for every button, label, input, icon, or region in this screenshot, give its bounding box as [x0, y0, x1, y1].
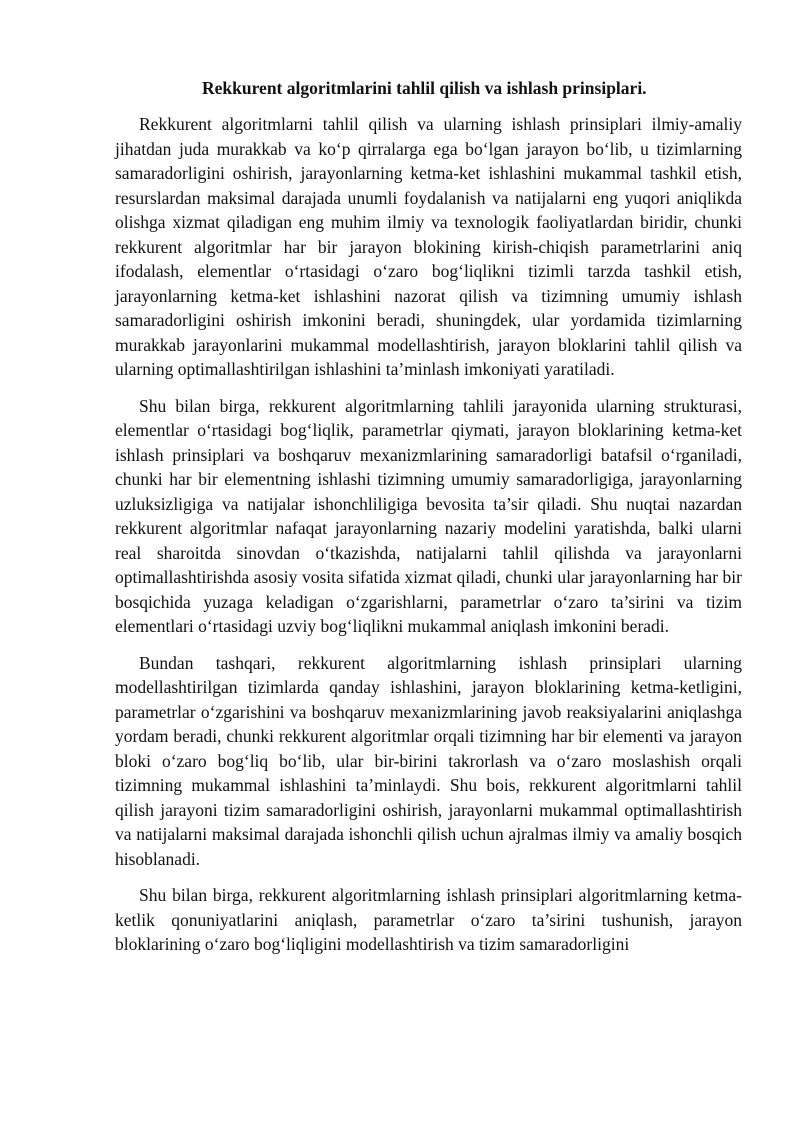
document-body [115, 76, 742, 969]
paragraph-2: Shu bilan birga, rekkurent algoritmlarning tahlili jarayonida ularning strukturasi, elementlar o‘rtasidagi bog‘liqlik, parametrlar qiymati, jarayon bloklarining ketma-ket ishlash prinsiplari va boshqaruv mexanizmlarining samaradorligi batafsil o‘rganiladi, chunki har bir elementning ishlashi tizimning umumiy samaradorligiga, jarayonlarning uzluksizligiga va natijalar ishonchliligiga bevosita ta’sir qiladi. Shu nuqtai nazardan rekkurent algoritmlar nafaqat jarayonlarning nazariy modelini yaratishda, balki ularni real sharoitda sinovdan o‘tkazishda, natijalarni tahlil qilishda va jarayonlarni optimallashtirishda asosiy vosita sifatida xizmat qiladi, chunki ular jarayonlarning har bir bosqichida yuzaga keladigan o‘zgarishlarni, parametrlar o‘zaro ta’sirini va tizim elementlari o‘rtasidagi uzviy bog‘liqlikni mukammal aniqlash imkonini beradi. [115, 395, 742, 636]
paragraph-3: Bundan tashqari, rekkurent algoritmlarning ishlash prinsiplari ularning modellashtirilgan tizimlarda qanday ishlashini, jarayon bloklarining ketma-ketligini, parametrlar o‘zgarishini va boshqaruv mexanizmlarining javob reaksiyalarini aniqlashga yordam beradi, chunki rekkurent algoritmlar orqali tizimning har bir elementi va jarayon bloki o‘zaro bog‘liq bo‘lib, ular bir-birini takrorlash va o‘zaro moslashish orqali tizimning mukammal ishlashini ta’minlaydi. Shu bois, rekkurent algoritmlarni tahlil qilish jarayoni tizim samaradorligini oshirish, jarayonlarni mukammal optimallashtirish va natijalarni maksimal darajada ishonchli qilish uchun ajralmas ilmiy va amaliy bosqich hisoblanadi. [115, 652, 742, 869]
document-title: Rekkurent algoritmlarini tahlil qilish va ishlash prinsiplari. [202, 78, 647, 98]
paragraph-4: Shu bilan birga, rekkurent algoritmlarning ishlash prinsiplari algoritmlarning ketma-ketlik qonuniyatlarini aniqlash, parametrlar o‘zaro ta’sirini tushunish, jarayon bloklarining o‘zaro bog‘liqligini modellashtirish va tizim samaradorligini [115, 885, 742, 954]
paragraph-1: Rekkurent algoritmlarni tahlil qilish va ularning ishlash prinsiplari ilmiy-amaliy jihatdan juda murakkab va ko‘p qirralarga ega bo‘lgan jarayon bo‘lib, u tizimlarning samaradorligini oshirish, jarayonlarning ketma-ket ishlashini mukammal tashkil etish, resurslardan maksimal darajada unumli foydalanish va natijalarni eng yuqori aniqlikda olishga xizmat qiladigan eng muhim ilmiy va texnologik faoliyatlardan biridir, chunki rekkurent algoritmlar har bir jarayon blokining kirish-chiqish parametrlarini aniq ifodalash, elementlar o‘rtasidagi o‘zaro bog‘liqlikni tizimli tarzda tashkil etish, jarayonlarning ketma-ket ishlashini nazorat qilish va tizimning umumiy ishlash samaradorligini oshirish imkonini beradi, shuningdek, ular yordamida tizimlarning murakkab jarayonlarini mukammal modellashtirish, jarayon bloklarini tahlil qilish va ularning optimallashtirilgan ishlashini ta’minlash imkoniyati yaratiladi. [115, 114, 742, 379]
